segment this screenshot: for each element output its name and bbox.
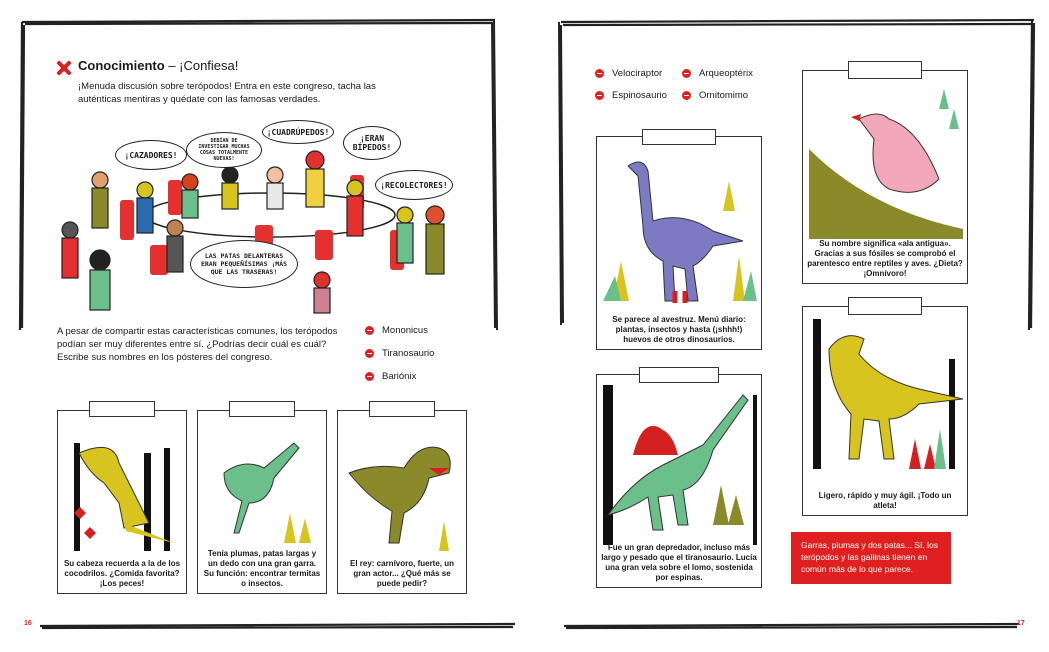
name-blank[interactable] — [229, 401, 295, 417]
option-arqueopterix[interactable]: Arqueoptérix — [682, 68, 753, 79]
card-caption: Su nombre significa «ala antigua». Gracias a sus fósiles se comprobó el parentesco entre reptiles y aves. ¿Dieta? ¡Omnívoro! — [807, 239, 963, 278]
dinosaur-illustration — [809, 89, 963, 239]
minus-icon — [365, 326, 374, 335]
poster-card-tiranosaurio — [337, 410, 467, 594]
card-caption: Ligero, rápido y muy ágil. ¡Todo un atleta! — [818, 491, 952, 510]
question-text: A pesar de compartir estas características comunes, los terópodos podían ser muy diferentes entre sí. ¿Podrías decir cuál es cuál? Escribe sus nombres en los pósteres del congreso. — [57, 326, 338, 363]
right-page — [529, 0, 1049, 652]
dinosaur-illustration — [603, 151, 757, 309]
speech-bubble-patas: LAS PATAS DELANTERAS ERAN PEQUEÑÍSIMAS ¡MÁS QUE LAS TRASERAS! — [190, 240, 298, 288]
section-title: Conocimiento – ¡Confiesa! — [78, 58, 239, 73]
minus-icon — [595, 69, 604, 78]
name-blank[interactable] — [369, 401, 435, 417]
card-caption: Se parece al avestruz. Menú diario: plantas, insectos y hasta (¡shhh!) huevos de otros dinosaurios. — [612, 315, 746, 344]
option-espinosaurio[interactable]: Espinosaurio — [595, 90, 667, 101]
page-gutter — [520, 0, 529, 652]
speech-bubble-investigar: DEBÍAN DE INVESTIGAR MUCHAS COSAS TOTALMENTE NUEVAS! — [186, 132, 262, 168]
speech-bubble-cazadores: ¡CAZADORES! — [115, 140, 187, 170]
red-x-icon — [57, 61, 71, 75]
dinosaur-illustration — [344, 423, 462, 551]
fun-fact-box: Garras, plumas y dos patas... Sí, los terópodos y las gallinas tienen en común más de lo que parece. — [791, 532, 951, 584]
option-mononicus[interactable]: Mononicus — [365, 325, 428, 336]
card-caption: Su cabeza recuerda a la de los cocodrilos. ¿Comida favorita? ¡Los peces! — [63, 559, 181, 588]
minus-icon — [682, 91, 691, 100]
name-blank[interactable] — [642, 129, 716, 145]
name-blank[interactable] — [89, 401, 155, 417]
poster-card-ornitomimo — [596, 136, 762, 350]
name-blank[interactable] — [848, 61, 922, 79]
speech-bubble-cuadrupedos: ¡CUADRÚPEDOS! — [262, 120, 334, 144]
dinosaur-illustration — [64, 423, 182, 551]
dinosaur-illustration — [809, 319, 963, 469]
dinosaur-illustration — [204, 423, 322, 551]
option-ornitomimo[interactable]: Ornitomimo — [682, 90, 748, 101]
poster-card-arqueopterix — [802, 70, 968, 284]
page-number: 16 — [24, 620, 32, 627]
speech-bubble-bipedos: ¡ERAN BÍPEDOS! — [343, 126, 401, 160]
dinosaur-illustration — [603, 385, 757, 545]
card-caption: El rey: carnívoro, fuerte, un gran actor... ¿Qué más se puede pedir? — [349, 559, 455, 588]
speech-bubble-recolectores: ¡RECOLECTORES! — [375, 170, 453, 200]
minus-icon — [682, 69, 691, 78]
card-caption: Fue un gran depredador, incluso más largo y pesado que el tiranosaurio. Lucía una gran vela sobre el lomo, sostenida por espinas. — [601, 543, 757, 582]
left-page — [0, 0, 520, 652]
poster-card-velociraptor — [802, 306, 968, 516]
poster-card-barionix — [57, 410, 187, 594]
name-blank[interactable] — [848, 297, 922, 315]
card-caption: Tenía plumas, patas largas y un dedo con una gran garra. Su función: encontrar termitas o insectos. — [203, 549, 321, 588]
minus-icon — [365, 372, 374, 381]
minus-icon — [365, 349, 374, 358]
name-blank[interactable] — [639, 367, 719, 383]
option-barionix[interactable]: Bariónix — [365, 371, 416, 382]
option-tiranosaurio[interactable]: Tiranosaurio — [365, 348, 434, 359]
page-number: 17 — [1017, 620, 1025, 627]
poster-card-mononicus — [197, 410, 327, 594]
minus-icon — [595, 91, 604, 100]
intro-text: ¡Menuda discusión sobre terópodos! Entra en este congreso, tacha las auténticas mentiras y quédate con las famosas verdades. — [78, 81, 376, 105]
poster-card-espinosaurio — [596, 374, 762, 588]
option-velociraptor[interactable]: Velociraptor — [595, 68, 662, 79]
